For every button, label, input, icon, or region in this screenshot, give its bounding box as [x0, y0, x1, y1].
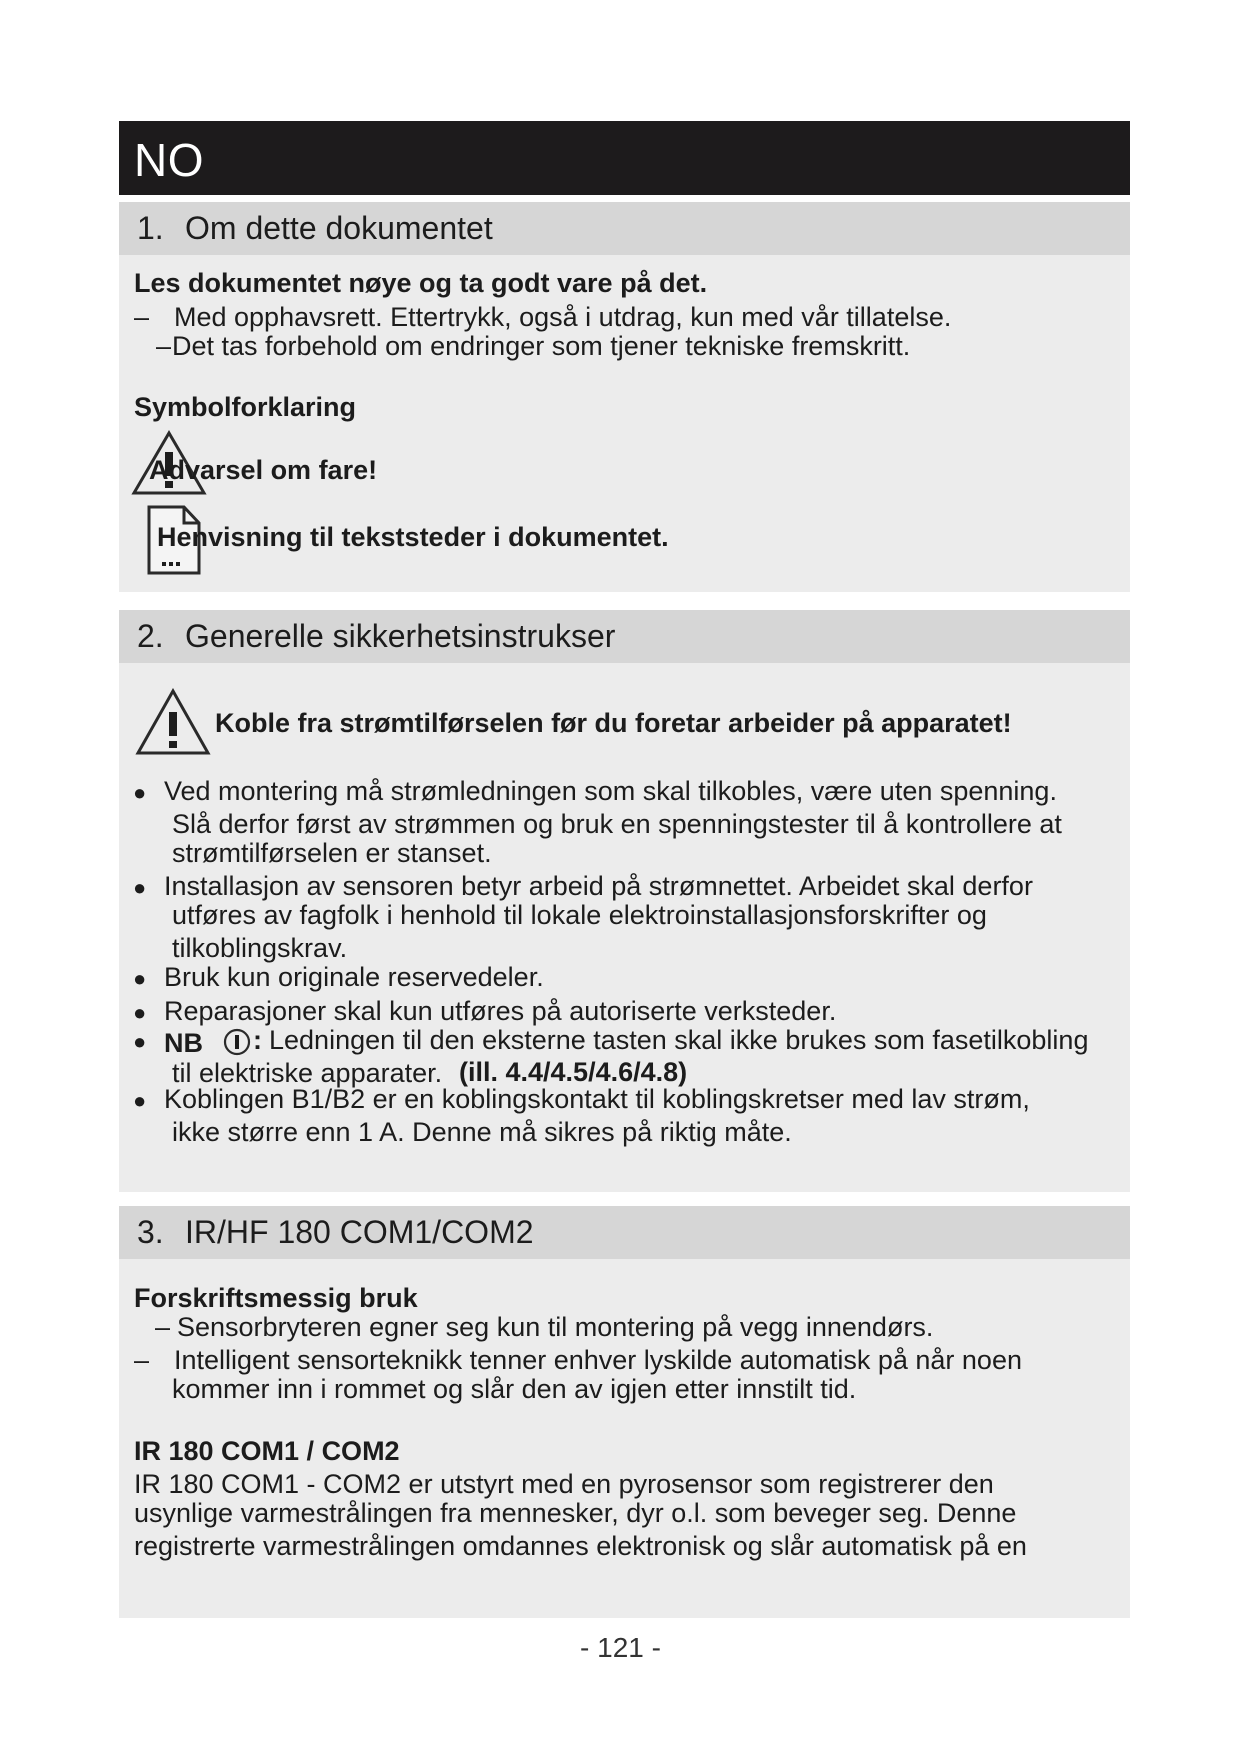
paragraph-line: IR 180 COM1 - COM2 er utstyrt med en pyrosensor som registrerer den — [134, 1469, 994, 1499]
dash-marker: – — [134, 302, 150, 332]
section-heading — [119, 610, 1130, 663]
bullet-text: Bruk kun originale reservedeler. — [164, 962, 544, 992]
bullet-text: utføres av fagfolk i henhold til lokale elektroinstallasjonsforskrifter og — [172, 900, 987, 930]
note-colon: : — [253, 1025, 262, 1055]
bullet-text: Koblingen B1/B2 er en koblingskontakt til koblingskretser med lav strøm, — [164, 1084, 1030, 1114]
section-number: 2. — [137, 618, 164, 654]
paragraph-line: usynlige varmestrålingen fra mennesker, dyr o.l. som beveger seg. Denne — [134, 1498, 1017, 1528]
section-safety-instructions — [119, 610, 1130, 1192]
section-title: Generelle sikkerhetsinstrukser — [185, 618, 616, 654]
bullet-text: Installasjon av sensoren betyr arbeid på strømnettet. Arbeidet skal derfor — [164, 871, 1033, 901]
bullet-marker: ● — [133, 966, 147, 991]
list-item: kommer inn i rommet og slår den av igjen etter innstilt tid. — [172, 1374, 857, 1404]
list-item: Med opphavsrett. Ettertrykk, også i utdrag, kun med vår tillatelse. — [174, 302, 952, 332]
symbol-warning-text: Advarsel om fare! — [149, 455, 378, 485]
bullet-text: Ved montering må strømledningen som skal tilkobles, være uten spenning. — [164, 776, 1057, 806]
section-about-document — [119, 202, 1130, 592]
ir-heading: IR 180 COM1 / COM2 — [134, 1436, 400, 1466]
bullet-text: Reparasjoner skal kun utføres på autoriserte verksteder. — [164, 996, 837, 1026]
symbol-reference-text: Henvisning til tekststeder i dokumentet. — [157, 522, 669, 552]
bullet-text: tilkoblingskrav. — [172, 933, 348, 963]
intended-use-heading: Forskriftsmessig bruk — [134, 1283, 418, 1313]
bullet-text: ikke større enn 1 A. Denne må sikres på riktig måte. — [172, 1117, 792, 1147]
illustration-reference: (ill. 4.4/4.5/4.6/4.8) — [459, 1057, 688, 1087]
list-item: Sensorbryteren egner seg kun til montering på vegg innendørs. — [177, 1312, 934, 1342]
section-product — [119, 1206, 1130, 1618]
section-title: Om dette dokumentet — [185, 210, 493, 246]
bullet-text: til elektriske apparater. — [172, 1058, 443, 1088]
warning-triangle-icon — [135, 688, 211, 756]
bullet-marker: ● — [133, 1029, 147, 1054]
note-label: NB — [164, 1028, 203, 1058]
paragraph-line: registrerte varmestrålingen omdannes elektronisk og slår automatisk på en — [134, 1531, 1027, 1561]
language-header-bar — [119, 121, 1130, 195]
section-number: 1. — [137, 210, 164, 246]
bullet-marker: ● — [133, 1000, 147, 1025]
language-code: NO — [134, 134, 204, 186]
bullet-text: Ledningen til den eksterne tasten skal ikke brukes som fasetilkobling — [269, 1025, 1089, 1055]
bullet-marker: ● — [133, 875, 147, 900]
info-circle-icon — [222, 1027, 252, 1057]
section-title: IR/HF 180 COM1/COM2 — [185, 1214, 534, 1250]
lead-text: Les dokumentet nøye og ta godt vare på det. — [134, 268, 708, 298]
section-heading — [119, 202, 1130, 255]
bullet-marker: ● — [133, 780, 147, 805]
bullet-marker: ● — [133, 1088, 147, 1113]
dash-marker: – — [156, 331, 172, 361]
section-heading — [119, 1206, 1130, 1259]
list-item: Intelligent sensorteknikk tenner enhver lyskilde automatisk på når noen — [174, 1345, 1022, 1375]
list-item: Det tas forbehold om endringer som tjener tekniske fremskritt. — [172, 331, 911, 361]
dash-marker: – — [155, 1312, 171, 1342]
symbols-heading: Symbolforklaring — [134, 392, 357, 422]
dash-marker: – — [134, 1345, 150, 1375]
bullet-text: Slå derfor først av strømmen og bruk en spenningstester til å kontrollere at — [172, 809, 1062, 839]
bullet-text: strømtilførselen er stanset. — [172, 838, 492, 868]
page-number: - 121 - — [580, 1632, 661, 1663]
power-warning-text: Koble fra strømtilførselen før du foretar arbeider på apparatet! — [215, 708, 1012, 738]
section-number: 3. — [137, 1214, 164, 1250]
